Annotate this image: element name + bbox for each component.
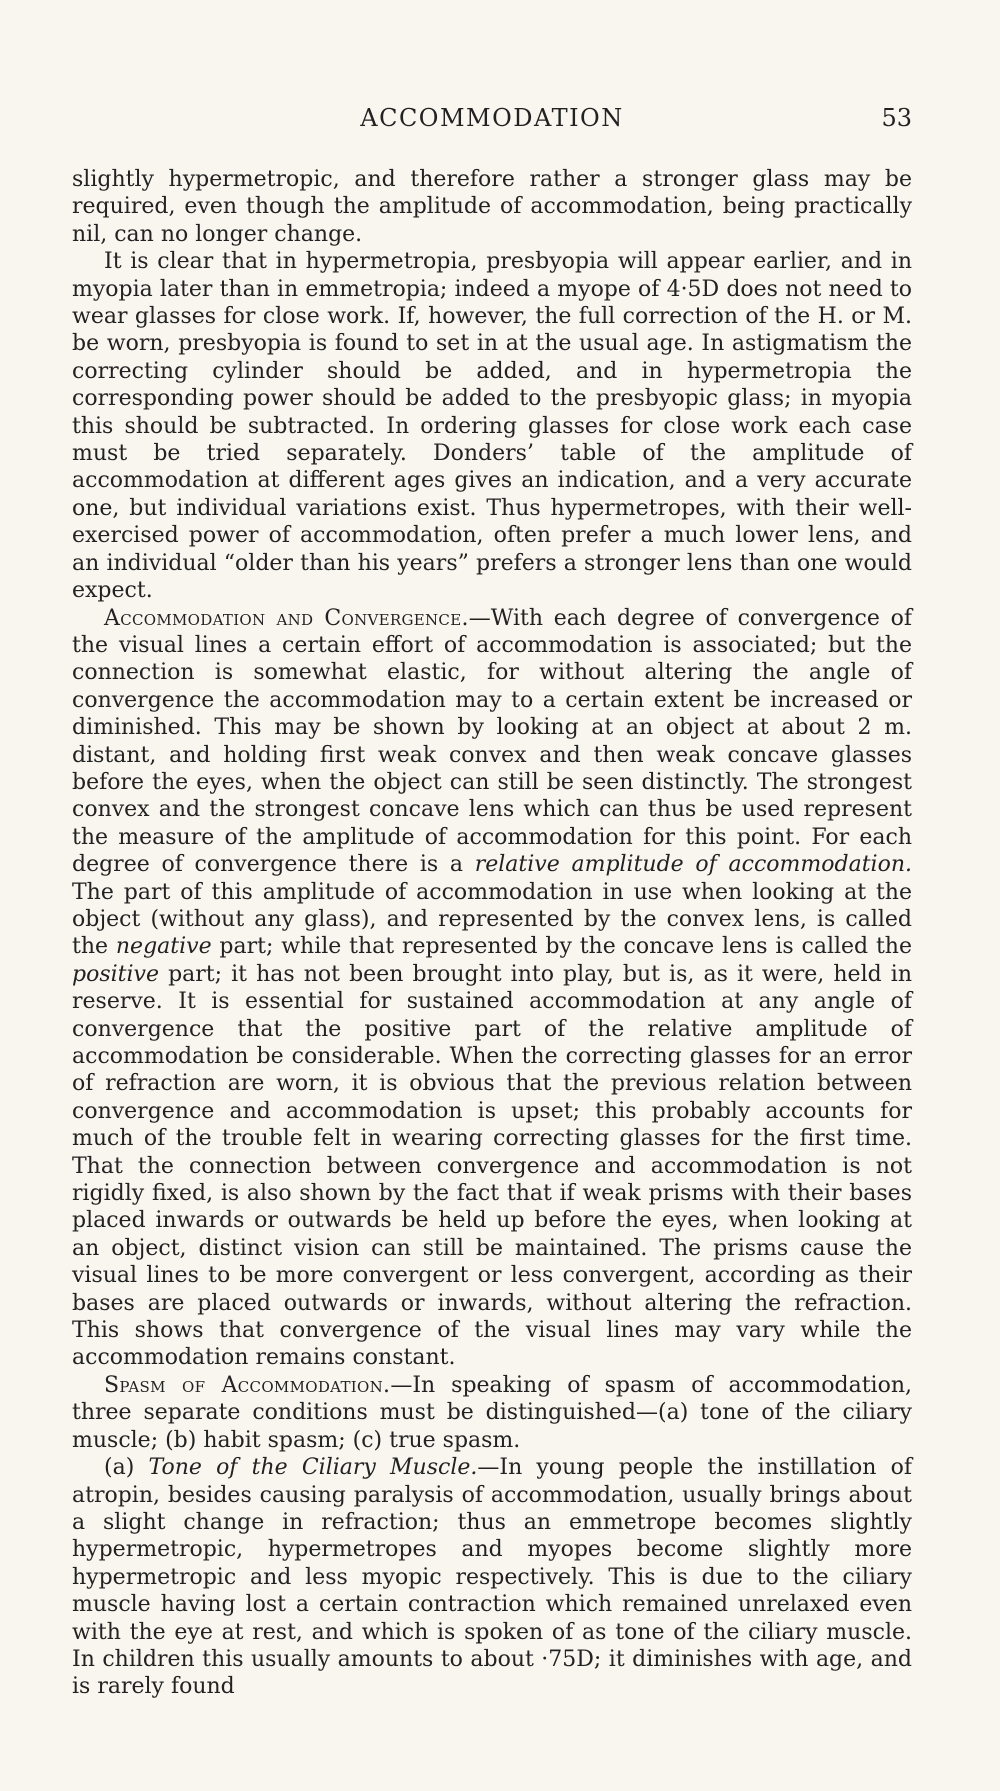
paragraph-continuation: slightly hypermetropic, and therefore rather a stronger glass may be required, even though the amplitude of accommodation, being practically nil, can no longer change. [72,167,912,247]
paragraph-accommodation-convergence [72,605,912,1372]
emphasis-relative-amplitude: relative amplitude of accommodation. [474,852,912,878]
paragraph-spasm [72,1372,912,1454]
paragraph-text: —In speaking of spasm of accommodation, three separate conditions must be distinguished—(a) tone of the ciliary muscle; (b) habit spasm; (c) true spasm. [72,1372,912,1453]
subheading-ciliary-tone: Tone of the Ciliary Muscle. [148,1455,478,1481]
running-title: ACCOMMODATION [360,104,624,132]
section-heading-spasm: Spasm of Accommodation. [104,1372,391,1398]
page-header [72,104,912,136]
emphasis-negative: negative [115,934,212,960]
paragraph-text: —With each degree of convergence of the visual lines a certain effort of accommodation is associated; but the connection is somewhat elastic, for without altering the angle of convergence the accommodation may to a certain extent be increased or diminished. This may be shown by looking at an object at about 2 m. distant, and holding first weak convex and then weak concave glasses before the eyes, when the object can still be seen distinctly. The strongest convex and the strongest concave lens which can thus be used represent the measure of the amplitude of accommodation for this point. For each degree of convergence there is a [72,605,912,878]
item-label: (a) [104,1455,135,1481]
paragraph-ciliary-tone [72,1454,912,1701]
emphasis-positive: positive [72,961,159,987]
paragraph-text: The part of this amplitude of accommodation in use when looking at the object (without any glass), and represented by the convex lens, is called the [72,879,912,960]
section-heading-accommodation-convergence: Accommodation and Convergence. [104,605,469,631]
paragraph-text: part; it has not been brought into play, but is, as it were, held in reserve. It is essential for sustained accommodation at any angle of convergence that the positive part of the relative amplitude of accommodation be considerable. When the correcting glasses for an error of refraction are worn, it is obvious that the previous relation between convergence and accommodation is upset; this probably accounts for much of the trouble felt in wearing correcting glasses for the first time. That the connection between convergence and accommodation is not rigidly fixed, is also shown by the fact that if weak prisms with their bases placed inwards or outwards be held up before the eyes, when looking at an object, distinct vision can still be maintained. The prisms cause the visual lines to be more convergent or less convergent, according as their bases are placed outwards or inwards, without altering the refraction. This shows that convergence of the visual lines may vary while the accommodation remains constant. [72,961,912,1371]
paragraph-presbyopia: It is clear that in hypermetropia, presbyopia will appear earlier, and in myopia later than in emmetropia; indeed a myope of 4·5D does not need to wear glasses for close work. If, however, the full correction of the H. or M. be worn, presbyopia is found to set in at the usual age. In astigmatism the correcting cylinder should be added, and in hypermetropia the corresponding power should be added to the presbyopic glass; in myopia this should be subtracted. In ordering glasses for close work each case must be tried separately. Donders’ table of the amplitude of accommodation at different ages gives an indication, and a very accurate one, but individual variations exist. Thus hypermetropes, with their well-exercised power of accommodation, often prefer a much lower lens, and an individual “older than his years” prefers a stronger lens than one would expect. [72,249,912,604]
paragraph-text: part; while that represented by the concave lens is called the [211,934,912,960]
paragraph-text: —In young people the instillation of atropin, besides causing paralysis of accommodation, usually brings about a slight change in refraction; thus an emmetrope becomes slightly hypermetropic, hypermetropes and myopes become slightly more hypermetropic and less myopic respectively. This is due to the ciliary muscle having lost a certain contraction which remained unrelaxed even with the eye at rest, and which is spoken of as tone of the ciliary muscle. In children this usually amounts to about ·75D; it diminishes with age, and is rarely found [72,1455,912,1700]
page-number: 53 [881,104,912,132]
body-text [72,166,912,1701]
